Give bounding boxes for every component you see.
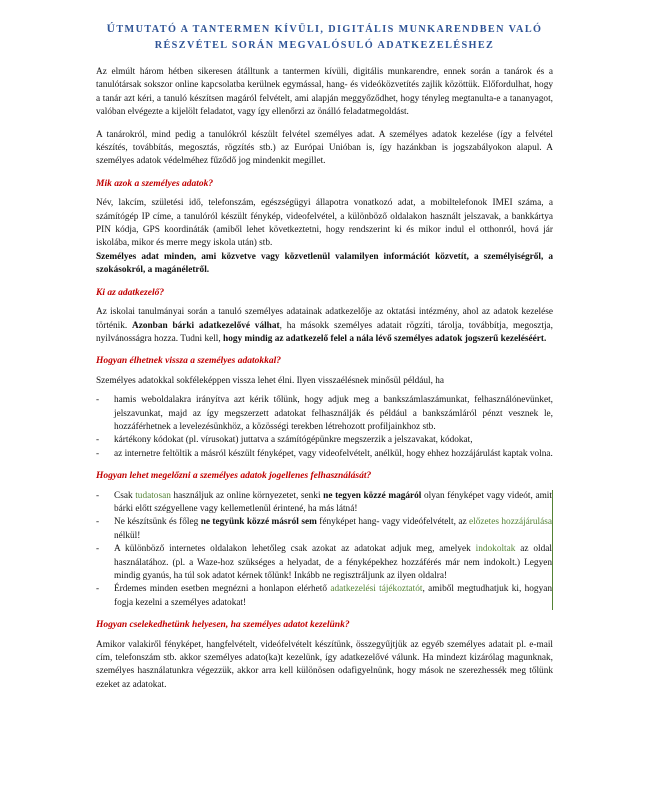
document-title [96, 21, 553, 54]
list-item: - az internetre feltöltik a másról készült fényképet, vagy videofelvételt, anélkül, hogy ehhez hozzájárulást kaptak volna. [96, 448, 553, 461]
list-item: - hamis weboldalakra irányítva azt kérik tőlünk, hogy adjuk meg a bankszámlaszámunkat, felhasználónevünket, jelszavunkat, majd az így megszerzett adatokat felhasználják és például a bankszámláról pénzt vesznek le, hozzáférhetnek a levelezésünkhöz, a közösségi terekben létrehozott profiljainkhoz stb. [96, 394, 553, 434]
heading-data-controller: Ki az adatkezelő? [96, 287, 165, 298]
misuse-list [96, 394, 553, 461]
correct-handling-paragraph: Amikor valakiről fényképet, hangfelvételt, videófelvételt készítünk, összegyűjtjük az egyéb személyes adatait pl. e-mail cím, telefonszám stb. akkor személyes adato(ka)t kezelünk, így adatkezelővé válunk. Ha mindezt kizárólag magunknak, személyes használatunkra végezzük, akkor arra kell különösen odafigyelnünk, hogy mások ne szerezhessék meg tőlünk ezeket az adatokat. [96, 639, 553, 690]
misuse-intro: Személyes adatokkal sokféleképpen vissza lehet élni. Ilyen visszaélésnek minősül például, ha [96, 375, 445, 386]
list-item: - kártékony kódokat (pl. vírusokat) juttatva a számítógépünkre megszerzik a jelszavakat, kódokat, [96, 434, 553, 447]
heading-misuse: Hogyan élhetnek vissza a személyes adatokkal? [96, 356, 281, 367]
heading-prevention: Hogyan lehet megelőzni a személyes adatok jogellenes felhasználását? [96, 471, 372, 482]
title-line-1: ÚTMUTATÓ A TANTERMEN KÍVÜLI, DIGITÁLIS MUNKARENDBEN VALÓ [106, 23, 543, 35]
intro-paragraph-2: A tanárokról, mind pedig a tanulókról készült felvétel személyes adat. A személyes adatok kezelése (így a felvétel készítés, továbbítás, megosztás, rögzítés stb.) az Európai Unióban is, így hazánkban is jogszabályokon alapul. A személyes adatok védelméhez fűződő jog mindenkit megillet. [96, 129, 553, 167]
personal-data-definition: Személyes adat minden, ami közvetve vagy közvetlenül valamilyen információt közvetít, a személyiségről, a szokásokról, a magánéletről. [96, 251, 553, 276]
prevention-list [96, 490, 553, 611]
heading-personal-data: Mik azok a személyes adatok? [96, 178, 214, 189]
heading-correct-handling: Hogyan cselekedhetünk helyesen, ha személyes adatot kezelünk? [96, 620, 350, 631]
list-item: - A különböző internetes oldalakon lehetőleg csak azokat az adatokat adjuk meg, amelyek indokoltak az oldal használatához. (pl. a Waze-hoz szükséges a helyadat, de a fényképekhez hozzáférés már nem indokolt.) Legyen mindig gyanús, ha túl sok adatot kérnek tőlünk! Inkább ne regisztráljunk az ilyen oldalra! [96, 543, 552, 583]
title-line-2: RÉSZVÉTEL SORÁN MEGVALÓSULÓ ADATKEZELÉSHEZ [154, 40, 495, 51]
list-item: - Ne készítsünk és főleg ne tegyünk közzé másról sem fényképet hang- vagy videófelvételt, az előzetes hozzájárulása nélkül! [96, 516, 552, 543]
intro-paragraph-1: Az elmúlt három hétben sikeresen átálltunk a tantermen kívüli, digitális munkarendre, ennek során a tanárok és a tanulótársak sokszor online kapcsolatba kerülnek egymással, hang- és videóközvetítés zajlik közöttük. Előfordulhat, hogy a tanár azt kéri, a tanuló készítsen magáról felvételt, ami alapján meggyőződhet, hogy tényleg megtanulta-e a tananyagot, valóban elvégezte a kijelölt feladatot, vagy így ellenőrzi az önálló feladatmegoldást. [96, 67, 553, 118]
data-controller-paragraph: Az iskolai tanulmányai során a tanuló személyes adatainak adatkezelője az oktatási intézmény, ahol az adatok kezelése történik. Azonban bárki adatkezelővé válhat, ha másokk személyes adatait rögzíti, tárolja, továbbítja, megosztja, nyilvánosságra hozza. Tudni kell, hogy mindig az adatkezelő felel a nála lévő személyes adatok jogszerű kezeléséért. [96, 307, 553, 344]
list-item: - Érdemes minden esetben megnézni a honlapon elérhető adatkezelési tájékoztatót, amiből megtudhatjuk ki, hogyan fogja kezelni a személyes adatokat! [96, 583, 552, 610]
personal-data-paragraph: Név, lakcím, születési idő, telefonszám, egészségügyi állapotra vonatkozó adat, a mobiltelefonok IMEI száma, a számítógép IP címe, a tanulóról készült fénykép, videofelvétel, a különböző oldalakon használt jelszavak, a bankkártya PIN kódja, GPS koordináták (amiből lehet következtetni, hogy rendszerint ki és mikor indul el otthonról, hová jár iskolába, mikor és merre megy iskola után) stb. [96, 198, 553, 249]
list-item: - Csak tudatosan használjuk az online környezetet, senki ne tegyen közzé magáról olyan fényképet vagy videót, amit bárki előtt szégyellene vagy kellemetlenül érintené, ha más látná! [96, 490, 552, 517]
